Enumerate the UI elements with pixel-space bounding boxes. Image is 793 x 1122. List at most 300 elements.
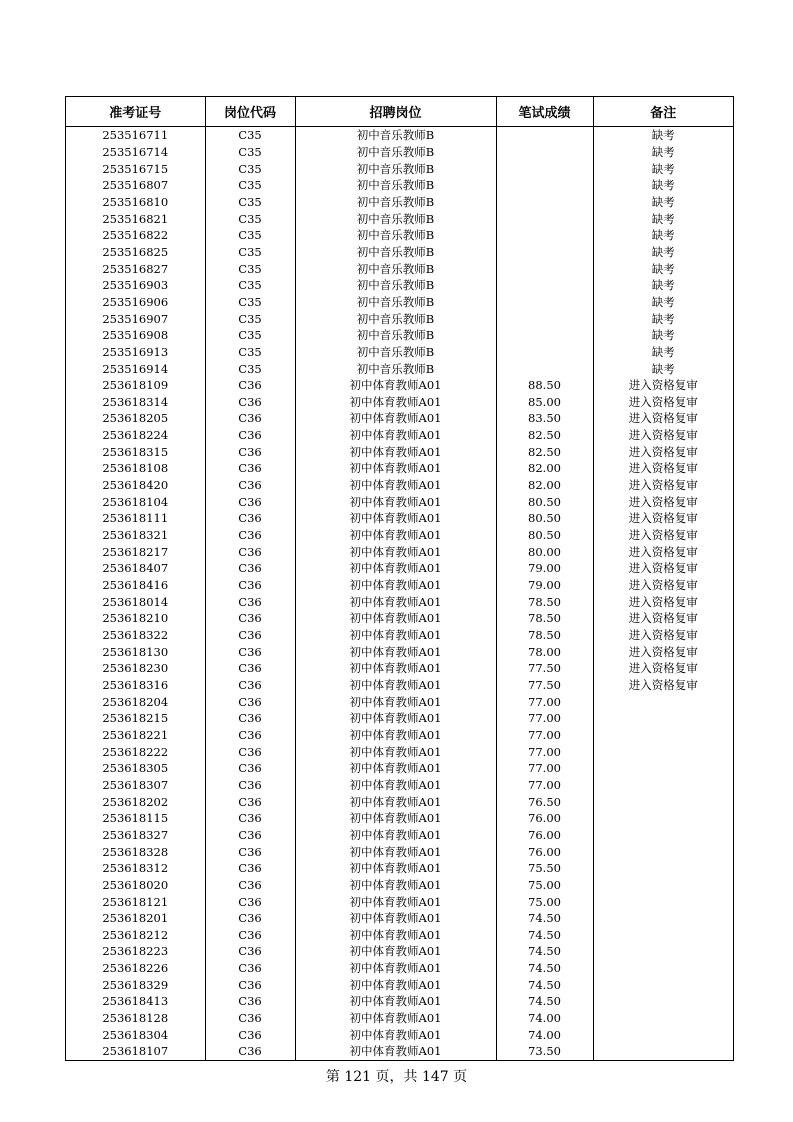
table-row — [66, 177, 733, 194]
cell-written-score: 77.00 — [496, 727, 593, 744]
table-row — [66, 910, 733, 927]
cell-position-name: 初中体育教师A01 — [295, 377, 496, 394]
cell-exam-number: 253618316 — [66, 677, 205, 694]
cell-position-code: C36 — [205, 760, 295, 777]
cell-exam-number: 253618420 — [66, 477, 205, 494]
cell-written-score: 76.00 — [496, 827, 593, 844]
cell-position-name: 初中音乐教师B — [295, 277, 496, 294]
table-row — [66, 144, 733, 161]
cell-position-code: C36 — [205, 377, 295, 394]
table-row — [66, 160, 733, 177]
table-row — [66, 227, 733, 244]
cell-exam-number: 253618205 — [66, 410, 205, 427]
cell-remarks — [593, 976, 733, 993]
cell-position-code: C35 — [205, 277, 295, 294]
cell-exam-number: 253618104 — [66, 493, 205, 510]
table-row — [66, 660, 733, 677]
table-row — [66, 377, 733, 394]
cell-position-name: 初中体育教师A01 — [295, 827, 496, 844]
table-row — [66, 294, 733, 311]
cell-position-name: 初中音乐教师B — [295, 227, 496, 244]
cell-position-code: C36 — [205, 743, 295, 760]
cell-written-score: 77.00 — [496, 710, 593, 727]
cell-position-code: C35 — [205, 260, 295, 277]
cell-remarks — [593, 793, 733, 810]
cell-exam-number: 253618226 — [66, 960, 205, 977]
cell-remarks: 进入资格复审 — [628, 494, 698, 509]
table-header-row — [66, 97, 733, 127]
cell-remarks: 进入资格复审 — [628, 594, 698, 609]
cell-exam-number: 253618115 — [66, 810, 205, 827]
cell-written-score: 74.50 — [496, 943, 593, 960]
cell-written-score — [496, 327, 593, 344]
cell-remarks — [593, 1026, 733, 1043]
cell-written-score: 74.50 — [496, 960, 593, 977]
table-row — [66, 394, 733, 411]
table-row — [66, 543, 733, 560]
cell-position-code: C36 — [205, 927, 295, 944]
cell-remarks — [593, 993, 733, 1010]
page-footer: 第 121 页，共 147 页 — [325, 1069, 468, 1085]
table-row — [66, 677, 733, 694]
table-row — [66, 760, 733, 777]
cell-remarks: 缺考 — [651, 194, 675, 209]
cell-remarks: 缺考 — [651, 128, 675, 143]
cell-written-score: 74.50 — [496, 927, 593, 944]
table-row — [66, 710, 733, 727]
cell-remarks: 进入资格复审 — [628, 611, 698, 626]
cell-exam-number: 253618304 — [66, 1026, 205, 1043]
cell-remarks: 进入资格复审 — [628, 644, 698, 659]
cell-written-score: 74.50 — [496, 910, 593, 927]
cell-remarks: 进入资格复审 — [628, 578, 698, 593]
cell-position-code: C35 — [205, 244, 295, 261]
cell-exam-number: 253618128 — [66, 1010, 205, 1027]
cell-position-name: 初中音乐教师B — [295, 144, 496, 161]
cell-exam-number: 253516822 — [66, 227, 205, 244]
cell-remarks — [593, 893, 733, 910]
cell-remarks: 进入资格复审 — [628, 661, 698, 676]
cell-written-score: 78.50 — [496, 610, 593, 627]
cell-exam-number: 253618221 — [66, 727, 205, 744]
cell-remarks: 进入资格复审 — [628, 528, 698, 543]
table-row — [66, 410, 733, 427]
cell-position-name: 初中体育教师A01 — [295, 960, 496, 977]
cell-position-name: 初中体育教师A01 — [295, 793, 496, 810]
results-table-container — [65, 96, 734, 1061]
cell-position-code: C36 — [205, 610, 295, 627]
cell-written-score: 82.50 — [496, 443, 593, 460]
cell-position-name: 初中音乐教师B — [295, 360, 496, 377]
cell-position-code: C36 — [205, 1043, 295, 1060]
cell-exam-number: 253516907 — [66, 310, 205, 327]
cell-exam-number: 253618121 — [66, 893, 205, 910]
table-row — [66, 127, 733, 144]
cell-written-score: 80.00 — [496, 543, 593, 560]
cell-remarks: 缺考 — [651, 261, 675, 276]
cell-position-name: 初中体育教师A01 — [295, 427, 496, 444]
cell-written-score — [496, 177, 593, 194]
cell-position-code: C35 — [205, 360, 295, 377]
cell-remarks: 缺考 — [651, 311, 675, 326]
table-row — [66, 477, 733, 494]
cell-position-code: C36 — [205, 777, 295, 794]
cell-remarks — [593, 843, 733, 860]
cell-exam-number: 253618321 — [66, 527, 205, 544]
cell-position-name: 初中体育教师A01 — [295, 743, 496, 760]
cell-remarks: 进入资格复审 — [628, 378, 698, 393]
cell-written-score — [496, 160, 593, 177]
cell-exam-number: 253618204 — [66, 693, 205, 710]
table-row — [66, 560, 733, 577]
cell-remarks: 进入资格复审 — [628, 411, 698, 426]
cell-written-score — [496, 144, 593, 161]
cell-written-score: 76.00 — [496, 810, 593, 827]
cell-exam-number: 253618322 — [66, 627, 205, 644]
cell-position-name: 初中体育教师A01 — [295, 677, 496, 694]
cell-written-score: 77.00 — [496, 693, 593, 710]
cell-exam-number: 253618014 — [66, 593, 205, 610]
table-row — [66, 943, 733, 960]
cell-position-name: 初中体育教师A01 — [295, 1026, 496, 1043]
cell-remarks: 进入资格复审 — [628, 461, 698, 476]
cell-position-name: 初中体育教师A01 — [295, 577, 496, 594]
cell-position-name: 初中体育教师A01 — [295, 860, 496, 877]
cell-written-score: 82.50 — [496, 427, 593, 444]
cell-written-score: 82.00 — [496, 477, 593, 494]
cell-remarks — [593, 943, 733, 960]
cell-position-name: 初中体育教师A01 — [295, 1010, 496, 1027]
table-row — [66, 877, 733, 894]
cell-exam-number: 253618312 — [66, 860, 205, 877]
cell-exam-number: 253618315 — [66, 443, 205, 460]
cell-position-name: 初中音乐教师B — [295, 244, 496, 261]
cell-written-score: 85.00 — [496, 394, 593, 411]
cell-position-name: 初中体育教师A01 — [295, 543, 496, 560]
cell-exam-number: 253618305 — [66, 760, 205, 777]
cell-position-name: 初中体育教师A01 — [295, 510, 496, 527]
cell-position-name: 初中体育教师A01 — [295, 843, 496, 860]
cell-written-score: 80.50 — [496, 510, 593, 527]
cell-position-name: 初中体育教师A01 — [295, 893, 496, 910]
cell-exam-number: 253516715 — [66, 160, 205, 177]
cell-position-name: 初中体育教师A01 — [295, 810, 496, 827]
cell-remarks: 缺考 — [651, 244, 675, 259]
cell-written-score: 82.00 — [496, 460, 593, 477]
header-position-name: 招聘岗位 — [295, 97, 496, 127]
cell-position-name: 初中体育教师A01 — [295, 493, 496, 510]
cell-position-name: 初中体育教师A01 — [295, 460, 496, 477]
cell-exam-number: 253618223 — [66, 943, 205, 960]
cell-remarks: 缺考 — [651, 294, 675, 309]
cell-remarks: 进入资格复审 — [628, 478, 698, 493]
cell-remarks — [593, 960, 733, 977]
cell-written-score — [496, 244, 593, 261]
header-position-code: 岗位代码 — [205, 97, 295, 127]
table-row — [66, 577, 733, 594]
cell-written-score: 77.50 — [496, 677, 593, 694]
cell-remarks: 进入资格复审 — [628, 394, 698, 409]
table-row — [66, 460, 733, 477]
table-row — [66, 493, 733, 510]
cell-written-score: 75.00 — [496, 893, 593, 910]
cell-position-code: C36 — [205, 493, 295, 510]
cell-position-code: C35 — [205, 177, 295, 194]
cell-exam-number: 253618413 — [66, 993, 205, 1010]
cell-position-name: 初中音乐教师B — [295, 327, 496, 344]
cell-written-score: 88.50 — [496, 377, 593, 394]
cell-exam-number: 253618416 — [66, 577, 205, 594]
table-row — [66, 194, 733, 211]
cell-exam-number: 253618020 — [66, 877, 205, 894]
cell-position-name: 初中音乐教师B — [295, 260, 496, 277]
table-row — [66, 277, 733, 294]
cell-remarks: 进入资格复审 — [628, 444, 698, 459]
cell-written-score: 74.00 — [496, 1010, 593, 1027]
cell-exam-number: 253516714 — [66, 144, 205, 161]
cell-position-code: C36 — [205, 860, 295, 877]
cell-exam-number: 253516908 — [66, 327, 205, 344]
cell-written-score: 78.50 — [496, 593, 593, 610]
cell-position-name: 初中音乐教师B — [295, 194, 496, 211]
cell-written-score — [496, 260, 593, 277]
table-row — [66, 793, 733, 810]
cell-exam-number: 253618130 — [66, 643, 205, 660]
cell-exam-number: 253516810 — [66, 194, 205, 211]
cell-written-score: 80.50 — [496, 493, 593, 510]
cell-written-score: 77.00 — [496, 760, 593, 777]
cell-written-score — [496, 210, 593, 227]
cell-exam-number: 253618327 — [66, 827, 205, 844]
cell-position-name: 初中音乐教师B — [295, 127, 496, 144]
cell-exam-number: 253618201 — [66, 910, 205, 927]
table-row — [66, 860, 733, 877]
cell-position-code: C36 — [205, 993, 295, 1010]
cell-position-name: 初中体育教师A01 — [295, 710, 496, 727]
cell-position-name: 初中体育教师A01 — [295, 910, 496, 927]
cell-exam-number: 253618111 — [66, 510, 205, 527]
cell-position-name: 初中体育教师A01 — [295, 593, 496, 610]
cell-position-name: 初中体育教师A01 — [295, 643, 496, 660]
cell-position-code: C36 — [205, 827, 295, 844]
cell-position-code: C36 — [205, 693, 295, 710]
table-row — [66, 693, 733, 710]
cell-remarks — [593, 693, 733, 710]
cell-remarks: 缺考 — [651, 144, 675, 159]
cell-exam-number: 253618407 — [66, 560, 205, 577]
cell-exam-number: 253516807 — [66, 177, 205, 194]
cell-position-code: C35 — [205, 194, 295, 211]
table-row — [66, 960, 733, 977]
cell-position-code: C35 — [205, 227, 295, 244]
cell-remarks — [593, 1043, 733, 1060]
table-row — [66, 627, 733, 644]
table-body — [66, 127, 733, 1060]
cell-exam-number: 253618108 — [66, 460, 205, 477]
cell-written-score: 74.50 — [496, 976, 593, 993]
cell-position-code: C36 — [205, 843, 295, 860]
cell-exam-number: 253516913 — [66, 344, 205, 361]
cell-remarks — [593, 827, 733, 844]
table-row — [66, 593, 733, 610]
table-row — [66, 927, 733, 944]
cell-written-score: 74.00 — [496, 1026, 593, 1043]
table-row — [66, 1043, 733, 1060]
cell-written-score: 74.50 — [496, 993, 593, 1010]
cell-position-code: C36 — [205, 810, 295, 827]
cell-written-score: 79.00 — [496, 560, 593, 577]
cell-position-code: C36 — [205, 560, 295, 577]
table-row — [66, 360, 733, 377]
cell-position-name: 初中体育教师A01 — [295, 627, 496, 644]
cell-position-name: 初中体育教师A01 — [295, 777, 496, 794]
cell-remarks — [593, 743, 733, 760]
cell-position-name: 初中体育教师A01 — [295, 943, 496, 960]
cell-position-name: 初中体育教师A01 — [295, 477, 496, 494]
cell-exam-number: 253618109 — [66, 377, 205, 394]
cell-position-code: C36 — [205, 710, 295, 727]
cell-position-name: 初中体育教师A01 — [295, 394, 496, 411]
table-row — [66, 310, 733, 327]
cell-position-code: C35 — [205, 160, 295, 177]
cell-written-score — [496, 310, 593, 327]
cell-position-code: C35 — [205, 327, 295, 344]
cell-remarks: 进入资格复审 — [628, 677, 698, 692]
cell-position-code: C36 — [205, 643, 295, 660]
cell-remarks: 进入资格复审 — [628, 628, 698, 643]
cell-remarks — [593, 910, 733, 927]
cell-written-score — [496, 277, 593, 294]
table-row — [66, 210, 733, 227]
cell-exam-number: 253516821 — [66, 210, 205, 227]
cell-position-code: C36 — [205, 510, 295, 527]
cell-position-name: 初中体育教师A01 — [295, 693, 496, 710]
cell-remarks — [593, 810, 733, 827]
cell-position-name: 初中体育教师A01 — [295, 993, 496, 1010]
cell-written-score: 79.00 — [496, 577, 593, 594]
table-row — [66, 727, 733, 744]
table-row — [66, 743, 733, 760]
cell-remarks — [593, 1010, 733, 1027]
cell-position-code: C36 — [205, 1010, 295, 1027]
cell-remarks: 进入资格复审 — [628, 428, 698, 443]
cell-exam-number: 253516914 — [66, 360, 205, 377]
table-row — [66, 810, 733, 827]
table-row — [66, 244, 733, 261]
cell-position-name: 初中体育教师A01 — [295, 877, 496, 894]
cell-position-code: C35 — [205, 294, 295, 311]
cell-position-code: C36 — [205, 1026, 295, 1043]
cell-remarks — [593, 727, 733, 744]
table-row — [66, 893, 733, 910]
cell-written-score: 83.50 — [496, 410, 593, 427]
cell-remarks: 进入资格复审 — [628, 561, 698, 576]
cell-position-code: C35 — [205, 144, 295, 161]
cell-position-code: C36 — [205, 460, 295, 477]
table-row — [66, 527, 733, 544]
cell-written-score: 77.00 — [496, 777, 593, 794]
cell-exam-number: 253618307 — [66, 777, 205, 794]
table-row — [66, 976, 733, 993]
cell-written-score — [496, 360, 593, 377]
cell-position-code: C36 — [205, 976, 295, 993]
cell-exam-number: 253618314 — [66, 394, 205, 411]
cell-remarks — [593, 710, 733, 727]
cell-position-code: C36 — [205, 427, 295, 444]
cell-position-name: 初中音乐教师B — [295, 310, 496, 327]
cell-remarks — [593, 760, 733, 777]
table-row — [66, 993, 733, 1010]
cell-exam-number: 253618107 — [66, 1043, 205, 1060]
cell-position-code: C35 — [205, 344, 295, 361]
table-row — [66, 443, 733, 460]
cell-position-code: C36 — [205, 943, 295, 960]
cell-written-score — [496, 194, 593, 211]
cell-position-name: 初中体育教师A01 — [295, 1043, 496, 1060]
cell-position-name: 初中体育教师A01 — [295, 976, 496, 993]
cell-remarks: 缺考 — [651, 228, 675, 243]
cell-position-code: C36 — [205, 960, 295, 977]
cell-position-code: C36 — [205, 660, 295, 677]
cell-exam-number: 253618329 — [66, 976, 205, 993]
cell-exam-number: 253516906 — [66, 294, 205, 311]
table-row — [66, 260, 733, 277]
cell-written-score — [496, 127, 593, 144]
cell-position-code: C36 — [205, 543, 295, 560]
cell-remarks: 缺考 — [651, 344, 675, 359]
table-row — [66, 1010, 733, 1027]
cell-exam-number: 253516903 — [66, 277, 205, 294]
cell-position-code: C36 — [205, 410, 295, 427]
table-row — [66, 327, 733, 344]
cell-exam-number: 253618210 — [66, 610, 205, 627]
cell-written-score: 76.50 — [496, 793, 593, 810]
header-written-score: 笔试成绩 — [496, 97, 593, 127]
cell-exam-number: 253618328 — [66, 843, 205, 860]
cell-position-name: 初中音乐教师B — [295, 344, 496, 361]
cell-written-score: 75.00 — [496, 877, 593, 894]
cell-position-name: 初中体育教师A01 — [295, 443, 496, 460]
cell-remarks: 缺考 — [651, 361, 675, 376]
cell-remarks: 进入资格复审 — [628, 544, 698, 559]
cell-exam-number: 253516825 — [66, 244, 205, 261]
cell-remarks: 缺考 — [651, 161, 675, 176]
table-row — [66, 427, 733, 444]
cell-position-code: C36 — [205, 394, 295, 411]
results-table — [66, 97, 733, 1060]
table-row — [66, 1026, 733, 1043]
header-remarks: 备注 — [593, 97, 733, 127]
cell-position-code: C36 — [205, 593, 295, 610]
cell-remarks: 进入资格复审 — [628, 511, 698, 526]
table-row — [66, 510, 733, 527]
cell-exam-number: 253516711 — [66, 127, 205, 144]
cell-exam-number: 253618217 — [66, 543, 205, 560]
cell-written-score: 80.50 — [496, 527, 593, 544]
cell-remarks — [593, 877, 733, 894]
cell-written-score: 78.00 — [496, 643, 593, 660]
cell-written-score: 75.50 — [496, 860, 593, 877]
table-row — [66, 344, 733, 361]
cell-position-name: 初中体育教师A01 — [295, 760, 496, 777]
cell-remarks: 缺考 — [651, 278, 675, 293]
cell-position-name: 初中体育教师A01 — [295, 560, 496, 577]
cell-position-name: 初中体育教师A01 — [295, 727, 496, 744]
cell-position-name: 初中体育教师A01 — [295, 610, 496, 627]
cell-written-score — [496, 227, 593, 244]
cell-exam-number: 253618212 — [66, 927, 205, 944]
cell-position-code: C36 — [205, 910, 295, 927]
